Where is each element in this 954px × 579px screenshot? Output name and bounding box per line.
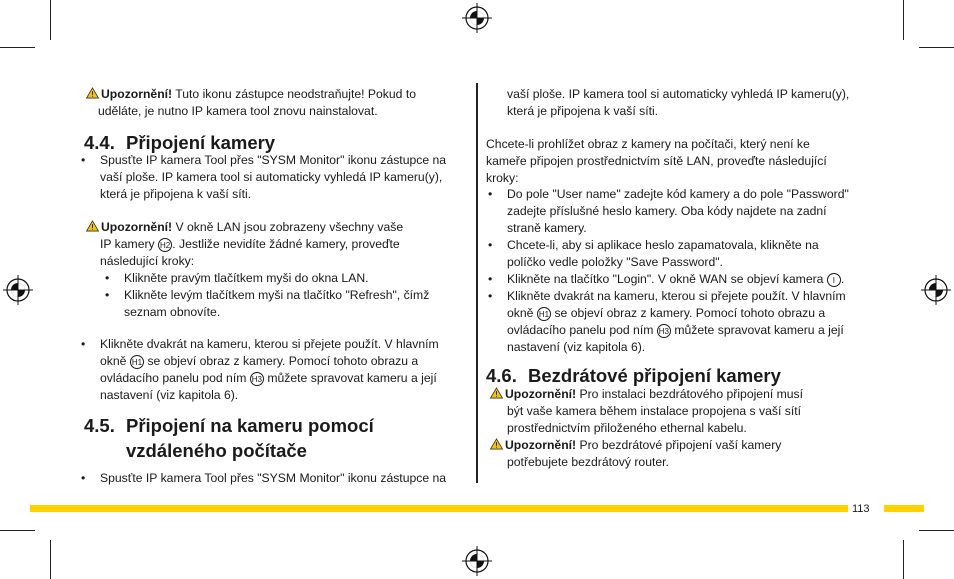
- section-number: 4.5.: [84, 415, 115, 436]
- list-item-text: Chcete-li, aby si aplikace heslo zapamatovala, klikněte na: [507, 238, 819, 252]
- bullet-dot: •: [488, 238, 493, 252]
- section-number: 4.6.: [486, 365, 517, 386]
- warning-note: [85, 219, 403, 270]
- i-badge: I: [827, 273, 841, 287]
- crop-mark: [50, 0, 51, 40]
- crop-mark: [0, 47, 35, 48]
- list-item: [81, 336, 439, 404]
- list-item-text: můžete spravovat kameru a její: [670, 323, 844, 337]
- list-item-text: okně: [100, 354, 130, 368]
- warning-text: potřebujete bezdrátový router.: [507, 455, 669, 469]
- list-item: [488, 186, 849, 237]
- bullet-dot: •: [105, 271, 110, 285]
- section-number: 4.4.: [84, 132, 115, 153]
- registration-mark-icon: [3, 275, 33, 305]
- list-item-text: ovládacího panelu pod ním: [507, 323, 657, 337]
- warning-text: Tuto ikonu zástupce neodstraňujte! Pokud to: [172, 87, 417, 101]
- section-title: Bezdrátové připojení kamery: [528, 365, 781, 386]
- list-item: [105, 270, 429, 287]
- list-item-text: se objeví obraz z kamery. Pomocí tohoto obrazu a: [144, 354, 419, 368]
- warning-text: uděláte, je nutno IP kamera tool znovu nainstalovat.: [98, 104, 378, 118]
- list-item-text: Spusťte IP kamera Tool přes "SYSM Monitor" ikonu zástupce na: [100, 153, 447, 167]
- list-item-text: Klikněte levým tlačítkem myši na tlačítko "Refresh", čímž: [124, 288, 430, 302]
- bullet-dot: •: [488, 272, 493, 286]
- page-number: 113: [852, 503, 870, 515]
- list-item-text: můžete spravovat kameru a její: [263, 371, 437, 385]
- crop-mark: [903, 0, 904, 40]
- bullet-list: [81, 152, 447, 203]
- warning-triangle-icon: [489, 438, 504, 450]
- list-item-text: Klikněte dvakrát na kameru, kterou si přejete použít. V hlavním: [100, 337, 439, 351]
- h2-badge: H2: [158, 238, 172, 252]
- bullet-dot: •: [488, 187, 493, 201]
- list-item-text: Klikněte na tlačítko "Login". V okně WAN se objeví kamera: [507, 272, 827, 286]
- h1-badge: H1: [537, 307, 551, 321]
- warning-text: být vaše kamera během instalace propojena s vaší sítí: [507, 404, 802, 418]
- list-item-text: Do pole "User name" zadejte kód kamery a do pole "Password": [507, 187, 849, 201]
- warning-triangle-icon: [489, 387, 504, 399]
- section-title: Připojení na kameru pomocí: [126, 415, 374, 436]
- bullet-dot: •: [81, 153, 86, 167]
- warning-text: Pro bezdrátové připojení vaší kamery: [576, 438, 782, 452]
- list-item-text: seznam obnovíte.: [124, 305, 221, 319]
- list-item-text: nastavení (viz kapitola 6).: [507, 340, 646, 354]
- list-item-text: nastavení (viz kapitola 6).: [100, 388, 239, 402]
- registration-mark-icon: [462, 546, 492, 576]
- list-item-text: která je připojena k vaší síti.: [100, 187, 252, 201]
- warning-text: IP kamery: [100, 237, 159, 251]
- h3-badge: H3: [657, 324, 671, 338]
- h1-badge: H1: [130, 355, 144, 369]
- list-item: [81, 470, 447, 487]
- list-item-text: Spusťte IP kamera Tool přes "SYSM Monitor" ikonu zástupce na: [100, 471, 447, 485]
- list-item: [488, 288, 849, 356]
- warning-label: Upozornění!: [505, 438, 577, 452]
- section-title: vzdáleného počítače: [126, 440, 307, 461]
- paragraph-text: Chcete-li prohlížet obraz z kamery na počítači, který není ke: [486, 137, 810, 151]
- warning-label: Upozornění!: [101, 220, 173, 234]
- bullet-list: [488, 186, 849, 356]
- section-heading: [84, 414, 374, 438]
- warning-note: [489, 437, 781, 471]
- warning-triangle-icon: [85, 87, 100, 99]
- paragraph-text: vaší ploše. IP kamera tool si automaticky vyhledá IP kameru(y),: [507, 87, 850, 101]
- paragraph-text: kameře připojen prostřednictvím sítě LAN, proveďte následující: [486, 154, 827, 168]
- bullet-dot: •: [81, 337, 86, 351]
- crop-mark: [919, 47, 954, 48]
- list-item-text: políčko vedle položky "Save Password".: [507, 255, 723, 269]
- list-item-text: zadejte příslušné heslo kamery. Oba kódy najdete na zadní: [507, 204, 827, 218]
- footer-bar: [30, 505, 848, 512]
- bullet-dot: •: [105, 288, 110, 302]
- list-item: [488, 271, 849, 288]
- bullet-dot: •: [81, 471, 86, 485]
- list-item-text: Klikněte dvakrát na kameru, kterou si přejete použít. V hlavním: [507, 289, 846, 303]
- warning-triangle-icon: [85, 220, 100, 232]
- bullet-list: [81, 336, 439, 404]
- paragraph: [486, 136, 827, 187]
- crop-mark: [903, 540, 904, 579]
- bullet-list: [81, 470, 447, 487]
- warning-note: [85, 86, 416, 120]
- registration-mark-icon: [921, 275, 951, 305]
- sub-bullet-list: [105, 270, 430, 321]
- list-item-text: okně: [507, 306, 537, 320]
- list-item-text: vaší ploše. IP kamera tool si automaticky vyhledá IP kameru(y),: [100, 170, 443, 184]
- warning-text: následující kroky:: [100, 254, 195, 268]
- crop-mark: [0, 530, 35, 531]
- section-heading-continued: [126, 439, 307, 463]
- warning-text: V okně LAN jsou zobrazeny všechny vaše: [172, 220, 404, 234]
- crop-mark: [50, 540, 51, 579]
- list-item-text: straně kamery.: [507, 221, 587, 235]
- list-item-text: ovládacího panelu pod ním: [100, 371, 250, 385]
- bullet-dot: •: [488, 289, 493, 303]
- paragraph-text: kroky:: [486, 171, 519, 185]
- h3-badge: H3: [250, 372, 264, 386]
- section-title: Připojení kamery: [126, 132, 276, 153]
- warning-text: . Jestliže nevidíte žádné kamery, proveďte: [172, 237, 400, 251]
- list-item: [81, 152, 447, 203]
- warning-label: Upozornění!: [101, 87, 173, 101]
- column-divider: [476, 83, 478, 483]
- section-heading: [486, 364, 781, 388]
- list-item-text: .: [840, 272, 845, 286]
- paragraph-text: která je připojena k vaší síti.: [507, 104, 659, 118]
- warning-label: Upozornění!: [505, 387, 577, 401]
- list-item: [105, 287, 430, 321]
- warning-note: [489, 386, 803, 437]
- crop-mark: [919, 530, 954, 531]
- warning-text: Pro instalaci bezdrátového připojení musí: [576, 387, 804, 401]
- list-item: [488, 237, 849, 271]
- warning-text: prostřednictvím přiloženého ethernal kabelu.: [507, 421, 747, 435]
- list-item-text: se objeví obraz z kamery. Pomocí tohoto obrazu a: [551, 306, 826, 320]
- paragraph-continued: [507, 86, 849, 120]
- footer-bar: [884, 505, 924, 512]
- list-item-text: Klikněte pravým tlačítkem myši do okna LAN.: [124, 271, 369, 285]
- registration-mark-icon: [462, 3, 492, 33]
